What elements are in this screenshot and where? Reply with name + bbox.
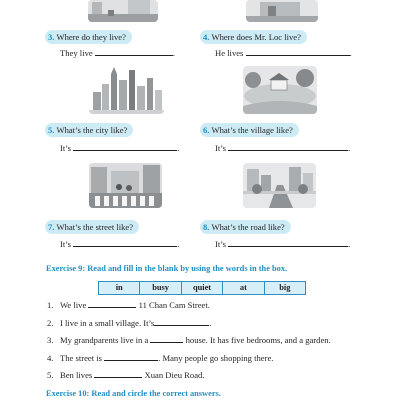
answer-5: It’s .: [60, 143, 180, 153]
answer-8-blank[interactable]: [228, 239, 348, 247]
answer-3: They live .: [60, 48, 176, 58]
exercise-9-title: Exercise 9: Read and fill in the blank by using the words in the box.: [46, 264, 288, 273]
sentence-4: 4. The street is . Many people go shopping there.: [47, 353, 274, 363]
question-5: 5. What’s the city like?: [45, 123, 133, 137]
road-illustration: [243, 163, 316, 208]
sentence-1-blank[interactable]: [88, 300, 136, 308]
answer-8: It’s .: [215, 239, 351, 249]
sentence-3-blank[interactable]: [150, 335, 183, 343]
sentence-3: 3. My grandparents live in a house. It has five bedrooms, and a garden.: [47, 335, 331, 345]
word-box-item: busy: [140, 282, 181, 294]
word-box-item: quiet: [182, 282, 223, 294]
word-box-item: in: [99, 282, 140, 294]
street-scene-illustration: [88, 0, 158, 22]
sentence-5-blank[interactable]: [94, 370, 142, 378]
answer-6: It’s .: [215, 143, 351, 153]
answer-5-blank[interactable]: [73, 143, 177, 151]
question-7: 7. What’s the street like?: [45, 220, 139, 234]
village-illustration: [243, 66, 317, 114]
answer-4: He lives .: [215, 48, 352, 58]
sentence-2: 2. I live in a small village. It’s .: [47, 318, 212, 328]
word-box-item: big: [279, 283, 291, 292]
city-illustration: [89, 66, 164, 114]
exercise-10-title: Exercise 10: Read and circle the correct answers.: [46, 389, 221, 398]
question-3: 3. Where do they live?: [45, 30, 132, 44]
street-illustration: [89, 163, 162, 208]
sentence-1: 1. We live 11 Chan Cam Street.: [47, 300, 210, 310]
answer-4-blank[interactable]: [246, 48, 350, 56]
question-4: 4. Where does Mr. Loc live?: [200, 30, 307, 44]
question-8: 8. What’s the road like?: [200, 220, 291, 234]
sentence-5: 5. Ben lives Xuan Dieu Road.: [47, 370, 205, 380]
sentence-4-blank[interactable]: [104, 353, 158, 361]
house-scene-illustration: [246, 0, 318, 22]
word-box-item: at: [223, 282, 264, 294]
answer-6-blank[interactable]: [228, 143, 348, 151]
word-box: [98, 281, 306, 295]
answer-7-blank[interactable]: [73, 239, 177, 247]
answer-3-blank[interactable]: [95, 48, 173, 56]
answer-7: It’s .: [60, 239, 180, 249]
sentence-2-blank[interactable]: [154, 318, 209, 326]
question-6: 6. What’s the village like?: [200, 123, 299, 137]
